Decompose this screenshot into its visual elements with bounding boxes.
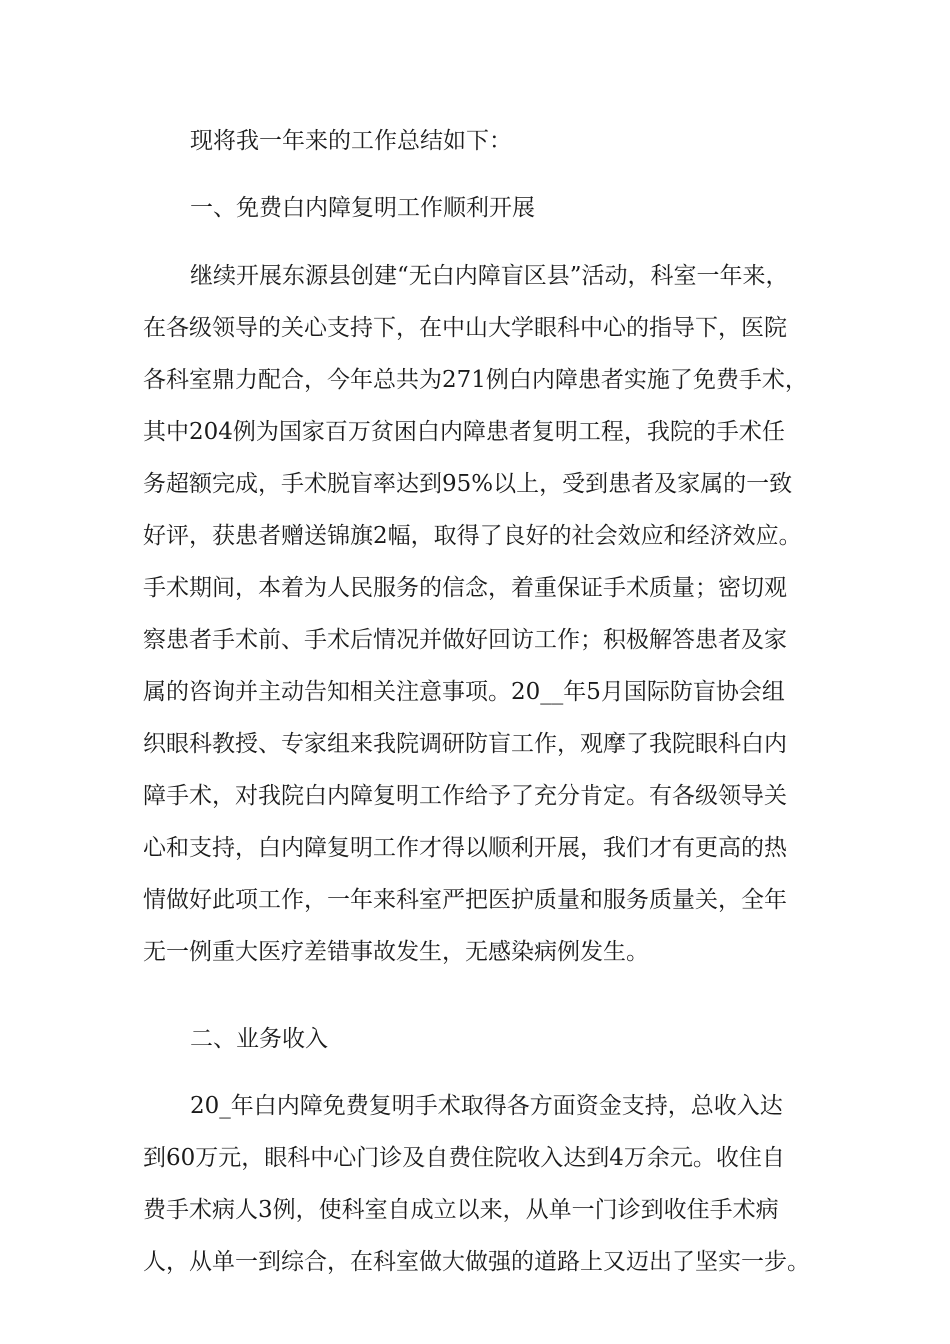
section-1-line: 其中204例为国家百万贫困白内障患者复明工程，我院的手术任 bbox=[143, 419, 785, 445]
section-1-line: 心和支持，白内障复明工作才得以顺利开展，我们才有更高的热 bbox=[143, 835, 787, 861]
section-2-line: 20_年白内障免费复明手术取得各方面资金支持，总收入达 bbox=[190, 1093, 783, 1119]
section-1-line: 障手术，对我院白内障复明工作给予了充分肯定。有各级领导关 bbox=[143, 783, 787, 809]
section-1-line: 属的咨询并主动告知相关注意事项。20__年5月国际防盲协会组 bbox=[143, 679, 785, 705]
section-1-line: 务超额完成，手术脱盲率达到95%以上，受到患者及家属的一致 bbox=[143, 471, 793, 497]
section-1-line: 察患者手术前、手术后情况并做好回访工作；积极解答患者及家 bbox=[143, 627, 787, 653]
section-1-line: 情做好此项工作，一年来科室严把医护质量和服务质量关，全年 bbox=[143, 887, 787, 913]
section-1-line: 在各级领导的关心支持下，在中山大学眼科中心的指导下，医院 bbox=[143, 315, 787, 341]
section-1-line: 各科室鼎力配合，今年总共为271例白内障患者实施了免费手术， bbox=[143, 367, 808, 393]
section-1-heading: 一、免费白内障复明工作顺利开展 bbox=[190, 195, 535, 221]
section-2-line: 人，从单一到综合，在科室做大做强的道路上又迈出了坚实一步。 bbox=[143, 1249, 810, 1275]
section-2-line: 到60万元，眼科中心门诊及自费住院收入达到4万余元。收住自 bbox=[143, 1145, 785, 1171]
section-2-line: 费手术病人3例，使科室自成立以来，从单一门诊到收住手术病 bbox=[143, 1197, 779, 1223]
section-1-line: 织眼科教授、专家组来我院调研防盲工作，观摩了我院眼科白内 bbox=[143, 731, 787, 757]
section-1-line: 继续开展东源县创建“无白内障盲区县”活动，科室一年来， bbox=[190, 263, 789, 289]
section-2-heading: 二、业务收入 bbox=[190, 1026, 328, 1052]
intro-paragraph: 现将我一年来的工作总结如下： bbox=[190, 128, 512, 154]
section-1-line: 好评，获患者赠送锦旗2幅，取得了良好的社会效应和经济效应。 bbox=[143, 523, 802, 549]
section-1-line: 手术期间，本着为人民服务的信念，着重保证手术质量；密切观 bbox=[143, 575, 787, 601]
section-1-line: 无一例重大医疗差错事故发生，无感染病例发生。 bbox=[143, 939, 649, 965]
